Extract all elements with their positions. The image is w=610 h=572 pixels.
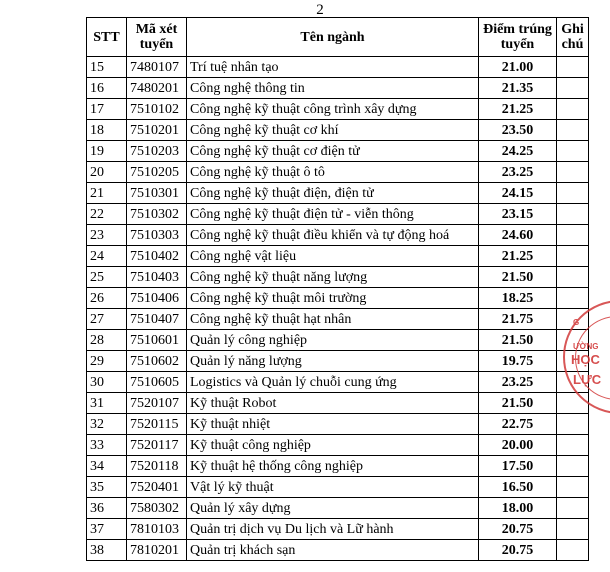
table-row (87, 414, 589, 435)
note-cell (557, 540, 589, 561)
table-row (87, 330, 589, 351)
major-name-cell: Quản lý xây dựng (187, 498, 479, 519)
code-cell: 7510203 (127, 141, 187, 162)
code-cell: 7520115 (127, 414, 187, 435)
score-cell: 19.75 (479, 351, 557, 372)
note-cell (557, 519, 589, 540)
note-cell (557, 78, 589, 99)
score-cell: 16.50 (479, 477, 557, 498)
seal-text-2: HỌC (571, 352, 600, 367)
score-cell: 22.75 (479, 414, 557, 435)
code-cell: 7510406 (127, 288, 187, 309)
header-stt: STT (87, 18, 127, 57)
stt-cell: 18 (87, 120, 127, 141)
table-row (87, 372, 589, 393)
code-cell: 7810103 (127, 519, 187, 540)
table-row (87, 183, 589, 204)
code-cell: 7510403 (127, 267, 187, 288)
code-cell: 7480201 (127, 78, 187, 99)
stt-cell: 31 (87, 393, 127, 414)
score-cell: 18.25 (479, 288, 557, 309)
stt-cell: 17 (87, 99, 127, 120)
table-row (87, 120, 589, 141)
major-name-cell: Vật lý kỹ thuật (187, 477, 479, 498)
table-row (87, 456, 589, 477)
note-cell (557, 141, 589, 162)
stt-cell: 19 (87, 141, 127, 162)
major-name-cell: Quản trị dịch vụ Du lịch và Lữ hành (187, 519, 479, 540)
code-cell: 7520117 (127, 435, 187, 456)
code-cell: 7810201 (127, 540, 187, 561)
major-name-cell: Công nghệ thông tin (187, 78, 479, 99)
table-row (87, 57, 589, 78)
score-cell: 21.50 (479, 267, 557, 288)
table-row (87, 498, 589, 519)
stt-cell: 34 (87, 456, 127, 477)
table-row (87, 435, 589, 456)
score-cell: 23.25 (479, 372, 557, 393)
stt-cell: 15 (87, 57, 127, 78)
table-row (87, 162, 589, 183)
note-cell (557, 456, 589, 477)
seal-text-1: ƯỜNG (573, 342, 599, 351)
score-cell: 20.75 (479, 540, 557, 561)
stt-cell: 22 (87, 204, 127, 225)
note-cell (557, 267, 589, 288)
score-cell: 20.75 (479, 519, 557, 540)
code-cell: 7510301 (127, 183, 187, 204)
table-row (87, 477, 589, 498)
table-row (87, 351, 589, 372)
major-name-cell: Công nghệ kỹ thuật hạt nhân (187, 309, 479, 330)
table-row (87, 225, 589, 246)
major-name-cell: Công nghệ kỹ thuật công trình xây dựng (187, 99, 479, 120)
major-name-cell: Quản lý năng lượng (187, 351, 479, 372)
table-row (87, 540, 589, 561)
header-name: Tên ngành (187, 18, 479, 57)
table-header-row (87, 18, 589, 57)
major-name-cell: Kỹ thuật công nghiệp (187, 435, 479, 456)
table-row (87, 267, 589, 288)
note-cell (557, 204, 589, 225)
code-cell: 7510605 (127, 372, 187, 393)
score-cell: 23.15 (479, 204, 557, 225)
major-name-cell: Trí tuệ nhân tạo (187, 57, 479, 78)
code-cell: 7580302 (127, 498, 187, 519)
major-name-cell: Công nghệ kỹ thuật ô tô (187, 162, 479, 183)
major-name-cell: Công nghệ kỹ thuật điện tử - viễn thông (187, 204, 479, 225)
major-name-cell: Công nghệ kỹ thuật cơ điện tử (187, 141, 479, 162)
stt-cell: 36 (87, 498, 127, 519)
major-name-cell: Kỹ thuật nhiệt (187, 414, 479, 435)
stt-cell: 29 (87, 351, 127, 372)
stt-cell: 32 (87, 414, 127, 435)
admission-scores-table (86, 17, 589, 561)
stt-cell: 16 (87, 78, 127, 99)
table-row (87, 204, 589, 225)
major-name-cell: Kỹ thuật hệ thống công nghiệp (187, 456, 479, 477)
code-cell: 7510601 (127, 330, 187, 351)
score-cell: 21.75 (479, 309, 557, 330)
code-cell: 7520107 (127, 393, 187, 414)
stt-cell: 37 (87, 519, 127, 540)
score-cell: 23.50 (479, 120, 557, 141)
note-cell (557, 99, 589, 120)
score-cell: 21.25 (479, 246, 557, 267)
stt-cell: 33 (87, 435, 127, 456)
code-cell: 7510302 (127, 204, 187, 225)
note-cell (557, 225, 589, 246)
stt-cell: 26 (87, 288, 127, 309)
major-name-cell: Công nghệ kỹ thuật điều khiển và tự động hoá (187, 225, 479, 246)
table-row (87, 99, 589, 120)
note-cell (557, 477, 589, 498)
note-cell (557, 414, 589, 435)
score-cell: 18.00 (479, 498, 557, 519)
stt-cell: 35 (87, 477, 127, 498)
stt-cell: 38 (87, 540, 127, 561)
table-row (87, 246, 589, 267)
code-cell: 7510407 (127, 309, 187, 330)
seal-text-top: G (573, 318, 580, 327)
code-cell: 7510303 (127, 225, 187, 246)
code-cell: 7510602 (127, 351, 187, 372)
score-cell: 21.50 (479, 393, 557, 414)
major-name-cell: Công nghệ kỹ thuật cơ khí (187, 120, 479, 141)
stt-cell: 21 (87, 183, 127, 204)
score-cell: 24.25 (479, 141, 557, 162)
table-row (87, 141, 589, 162)
code-cell: 7510201 (127, 120, 187, 141)
major-name-cell: Quản trị khách sạn (187, 540, 479, 561)
header-code: Mã xét tuyển (127, 18, 187, 57)
major-name-cell: Quản lý công nghiệp (187, 330, 479, 351)
seal-text-3: LỰC (573, 372, 602, 387)
table-row (87, 393, 589, 414)
major-name-cell: Công nghệ kỹ thuật năng lượng (187, 267, 479, 288)
score-cell: 24.15 (479, 183, 557, 204)
major-name-cell: Công nghệ kỹ thuật điện, điện tử (187, 183, 479, 204)
score-cell: 23.25 (479, 162, 557, 183)
note-cell (557, 120, 589, 141)
table-row (87, 288, 589, 309)
stt-cell: 27 (87, 309, 127, 330)
stt-cell: 24 (87, 246, 127, 267)
major-name-cell: Logistics và Quản lý chuỗi cung ứng (187, 372, 479, 393)
code-cell: 7510102 (127, 99, 187, 120)
code-cell: 7520118 (127, 456, 187, 477)
note-cell (557, 288, 589, 309)
score-cell: 21.35 (479, 78, 557, 99)
score-cell: 21.25 (479, 99, 557, 120)
code-cell: 7480107 (127, 57, 187, 78)
note-cell (557, 498, 589, 519)
note-cell (557, 246, 589, 267)
stt-cell: 23 (87, 225, 127, 246)
score-cell: 24.60 (479, 225, 557, 246)
stt-cell: 20 (87, 162, 127, 183)
score-cell: 21.00 (479, 57, 557, 78)
major-name-cell: Công nghệ kỹ thuật môi trường (187, 288, 479, 309)
stt-cell: 25 (87, 267, 127, 288)
code-cell: 7510205 (127, 162, 187, 183)
code-cell: 7510402 (127, 246, 187, 267)
note-cell (557, 435, 589, 456)
stt-cell: 28 (87, 330, 127, 351)
score-cell: 17.50 (479, 456, 557, 477)
code-cell: 7520401 (127, 477, 187, 498)
major-name-cell: Công nghệ vật liệu (187, 246, 479, 267)
note-cell (557, 162, 589, 183)
table-row (87, 78, 589, 99)
table-row (87, 519, 589, 540)
header-score: Điểm trúng tuyển (479, 18, 557, 57)
page-number: 2 (316, 2, 324, 18)
major-name-cell: Kỹ thuật Robot (187, 393, 479, 414)
stt-cell: 30 (87, 372, 127, 393)
score-cell: 20.00 (479, 435, 557, 456)
note-cell (557, 183, 589, 204)
score-cell: 21.50 (479, 330, 557, 351)
header-note: Ghi chú (557, 18, 589, 57)
table-row (87, 309, 589, 330)
note-cell (557, 57, 589, 78)
